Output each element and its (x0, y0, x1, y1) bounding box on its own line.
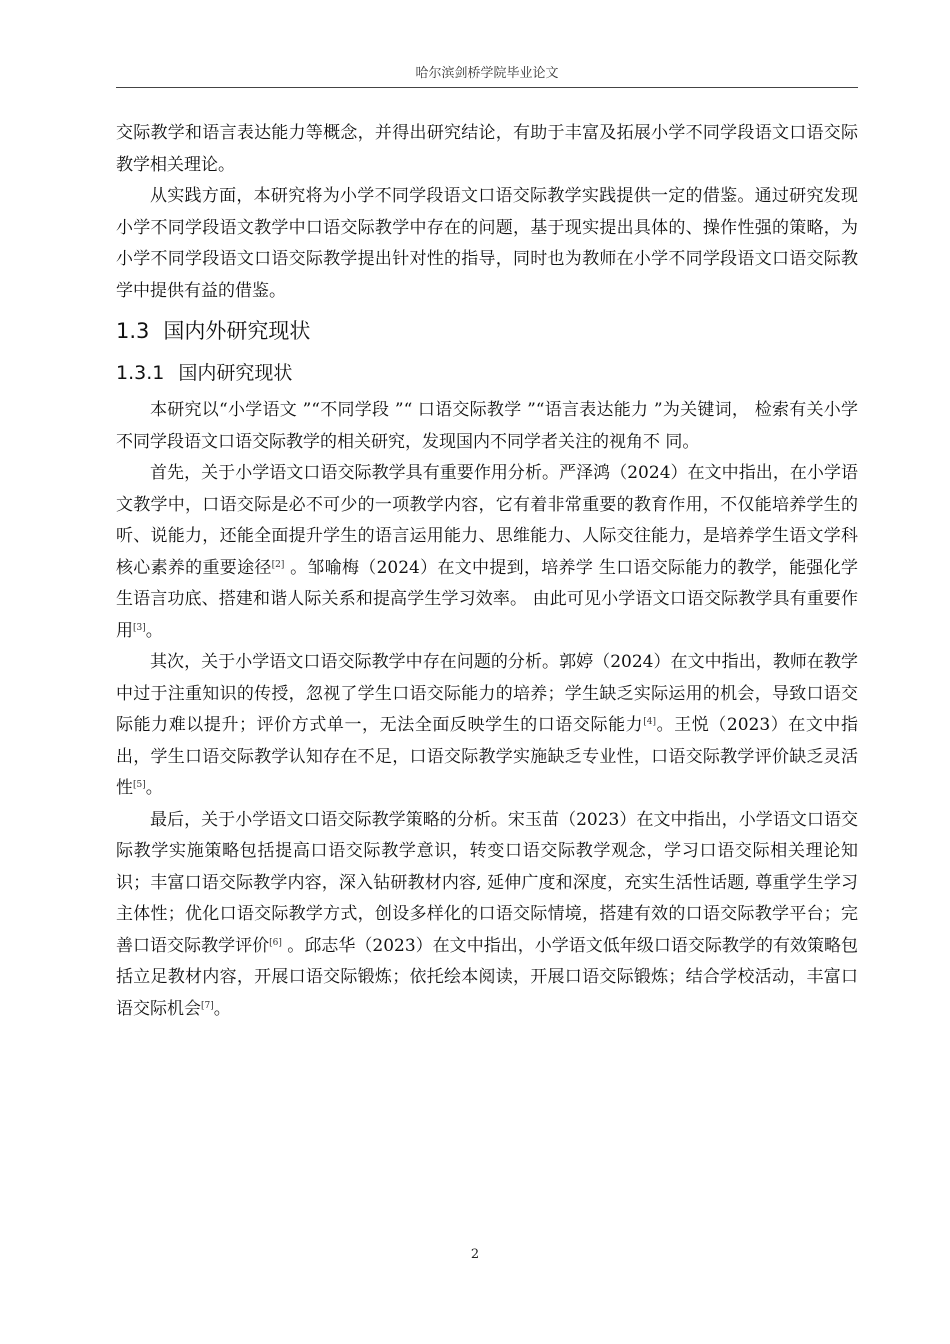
subsection-title: 国内研究现状 (178, 362, 293, 384)
subsection-heading-1-3-1 (116, 355, 858, 391)
citation-ref[interactable]: [7] (201, 1000, 214, 1011)
paragraph-text: 。 (145, 620, 163, 641)
paragraph-text: 首先，关于小学语文口语交际教学具有重要作用分析。严泽鸿（2024）在文中指出，在小学语文教学中，口语交际是必不可少的一项教学内容，它有着非常重要的教育作用，不仅能培养学生的听、说能力，还能全面提升学生的语言运用能力、思维能力、人际交往能力，是培养学生语文学科核心素养的重要途径 (116, 463, 858, 578)
running-header: 哈尔滨剑桥学院毕业论文 (415, 66, 559, 81)
subsection-number: 1.3.1 (116, 362, 165, 384)
page-body (116, 118, 858, 1025)
citation-ref[interactable]: [2] (271, 559, 285, 570)
paragraph-continued: 交际教学和语言表达能力等概念，并得出研究结论，有助于丰富及拓展小学不同学段语文口语交际教学相关理论。 (116, 123, 858, 175)
paragraph-text: 。 (213, 998, 231, 1019)
header-rule (116, 87, 858, 88)
paragraph-strategies (116, 805, 858, 1026)
paragraph-text: 。邱志华（2023）在文中指出，小学语文低年级口语交际教学的有效策略包括立足教材内容，开展口语交际锻炼；依托绘本阅读，开展口语交际锻炼；结合学校活动，丰富口语交际机会 (116, 935, 859, 1019)
paragraph-importance (116, 458, 858, 647)
citation-ref[interactable]: [5] (133, 780, 146, 790)
citation-ref[interactable]: [4] (643, 717, 656, 727)
paragraph-problems (116, 647, 858, 805)
paragraph-practice: 从实践方面，本研究将为小学不同学段语文口语交际教学实践提供一定的借鉴。通过研究发现小学不同学段语文教学中口语交际教学中存在的问题，基于现实提出具体的、操作性强的策略，为小学不同学段语文口语交际教学提出针对性的指导，同时也为教师在小学不同学段语文口语交际教学中提供有益的借鉴。 (116, 186, 858, 301)
citation-ref[interactable]: [6] (269, 937, 282, 948)
citation-ref[interactable]: [3] (133, 622, 146, 633)
paragraph-text: 。邹喻梅（2024）在文中提到，培养学 生口语交际能力的教学，能强化学生语言功底、搭建和谐人际关系和提高学生学习效率。 由此可见小学语文口语交际教学具有重要作用 (116, 557, 858, 641)
paragraph-text: 其次，关于小学语文口语交际教学中存在问题的分析。郭婷（2024）在文中指出，教师在教学中过于注重知识的传授，忽视了学生口语交际能力的培养；学生缺乏实际运用的机会，导致口语交际能力难以提升；评价方式单一，无法全面反映学生的口语交际能力 (116, 652, 858, 735)
section-heading-1-3 (116, 313, 858, 349)
section-number: 1.3 (116, 319, 150, 343)
section-title: 国内外研究现状 (163, 319, 311, 343)
page-number: 2 (470, 1247, 480, 1262)
paragraph-text: 。 (145, 778, 163, 798)
paragraph-text: 最后，关于小学语文口语交际教学策略的分析。宋玉苗（2023）在文中指出，小学语文口语交际教学实施策略包括提高口语交际教学意识，转变口语交际教学观念，学习口语交际相关理论知识；丰富口语交际教学内容，深入钻研教材内容, 延伸广度和深度，充实生活性话题, 尊重学生学习主体性；优化口语交际教学方式，创设多样化的口语交际情境，搭建有效的口语交际教学平台；完善口语交际教学评价 (116, 809, 858, 956)
paragraph-keywords: 本研究以“小学语文 ”“不同学段 ”“ 口语交际教学 ”“语言表达能力 ”为关键词， 检索有关小学不同学段语文口语交际教学的相关研究，发现国内不同学者关注的视角不 同。 (116, 400, 858, 452)
paragraph-text: 。王悦（2023）在文中指出，学生口语交际教学认知存在不足，口语交际教学实施缺乏专业性，口语交际教学评价缺乏灵活性 (116, 715, 859, 798)
